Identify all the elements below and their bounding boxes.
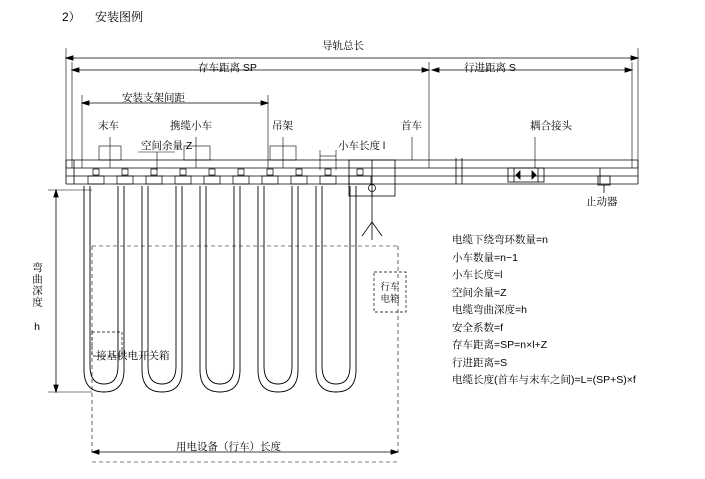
legend-block xyxy=(452,232,636,390)
callout-crane-panel-line1: 行车 xyxy=(380,282,400,293)
legend-line: 电缆长度(首车与末车之间)=L=(SP+S)×f xyxy=(452,374,636,386)
legend-line: 电缆弯曲深度=h xyxy=(452,304,527,316)
legend-line: 存车距离=SP=n×l+Z xyxy=(452,339,548,351)
callout-coupler-label: 耦合接头 xyxy=(530,120,572,132)
callout-power-box-label: 接基供电开关箱 xyxy=(96,350,170,362)
legend-line: 行进距离=S xyxy=(452,356,508,369)
legend-line: 电缆下绕弯环数量=n xyxy=(452,234,548,246)
dimension-bend-depth-label: 弯曲深度 h xyxy=(31,262,43,334)
legend-line: 安全系数=f xyxy=(452,321,504,334)
callout-stopper-label: 止动器 xyxy=(586,196,618,208)
section-index: 2） xyxy=(62,10,81,24)
legend-line: 小车长度=l xyxy=(452,269,503,281)
legend-line: 小车数量=n−1 xyxy=(452,251,518,264)
legend-line: 空间余量=Z xyxy=(452,286,507,299)
page-title: 安装图例 xyxy=(95,10,144,24)
callout-clearance-label: 空间余量 Z xyxy=(141,140,193,152)
dimension-bracket-spacing-label: 安装支架间距 xyxy=(122,92,185,104)
callout-crane-panel-line2: 电箱 xyxy=(380,294,400,305)
dimension-park-distance-label: 存车距离 SP xyxy=(198,62,257,74)
callout-hanger-label: 吊架 xyxy=(272,120,293,132)
dimension-total-rail-label: 导轨总长 xyxy=(322,40,364,52)
callout-end-car-label: 末车 xyxy=(98,120,119,132)
callout-lead-car-label: 首车 xyxy=(401,120,422,132)
callout-cable-trolley-label: 携缆小车 xyxy=(170,120,212,132)
callout-trolley-length-label: 小车长度 l xyxy=(338,140,386,152)
dimension-travel-distance-label: 行进距离 S xyxy=(464,62,516,74)
dimension-load-length-label: 用电设备（行车）长度 xyxy=(176,441,281,453)
